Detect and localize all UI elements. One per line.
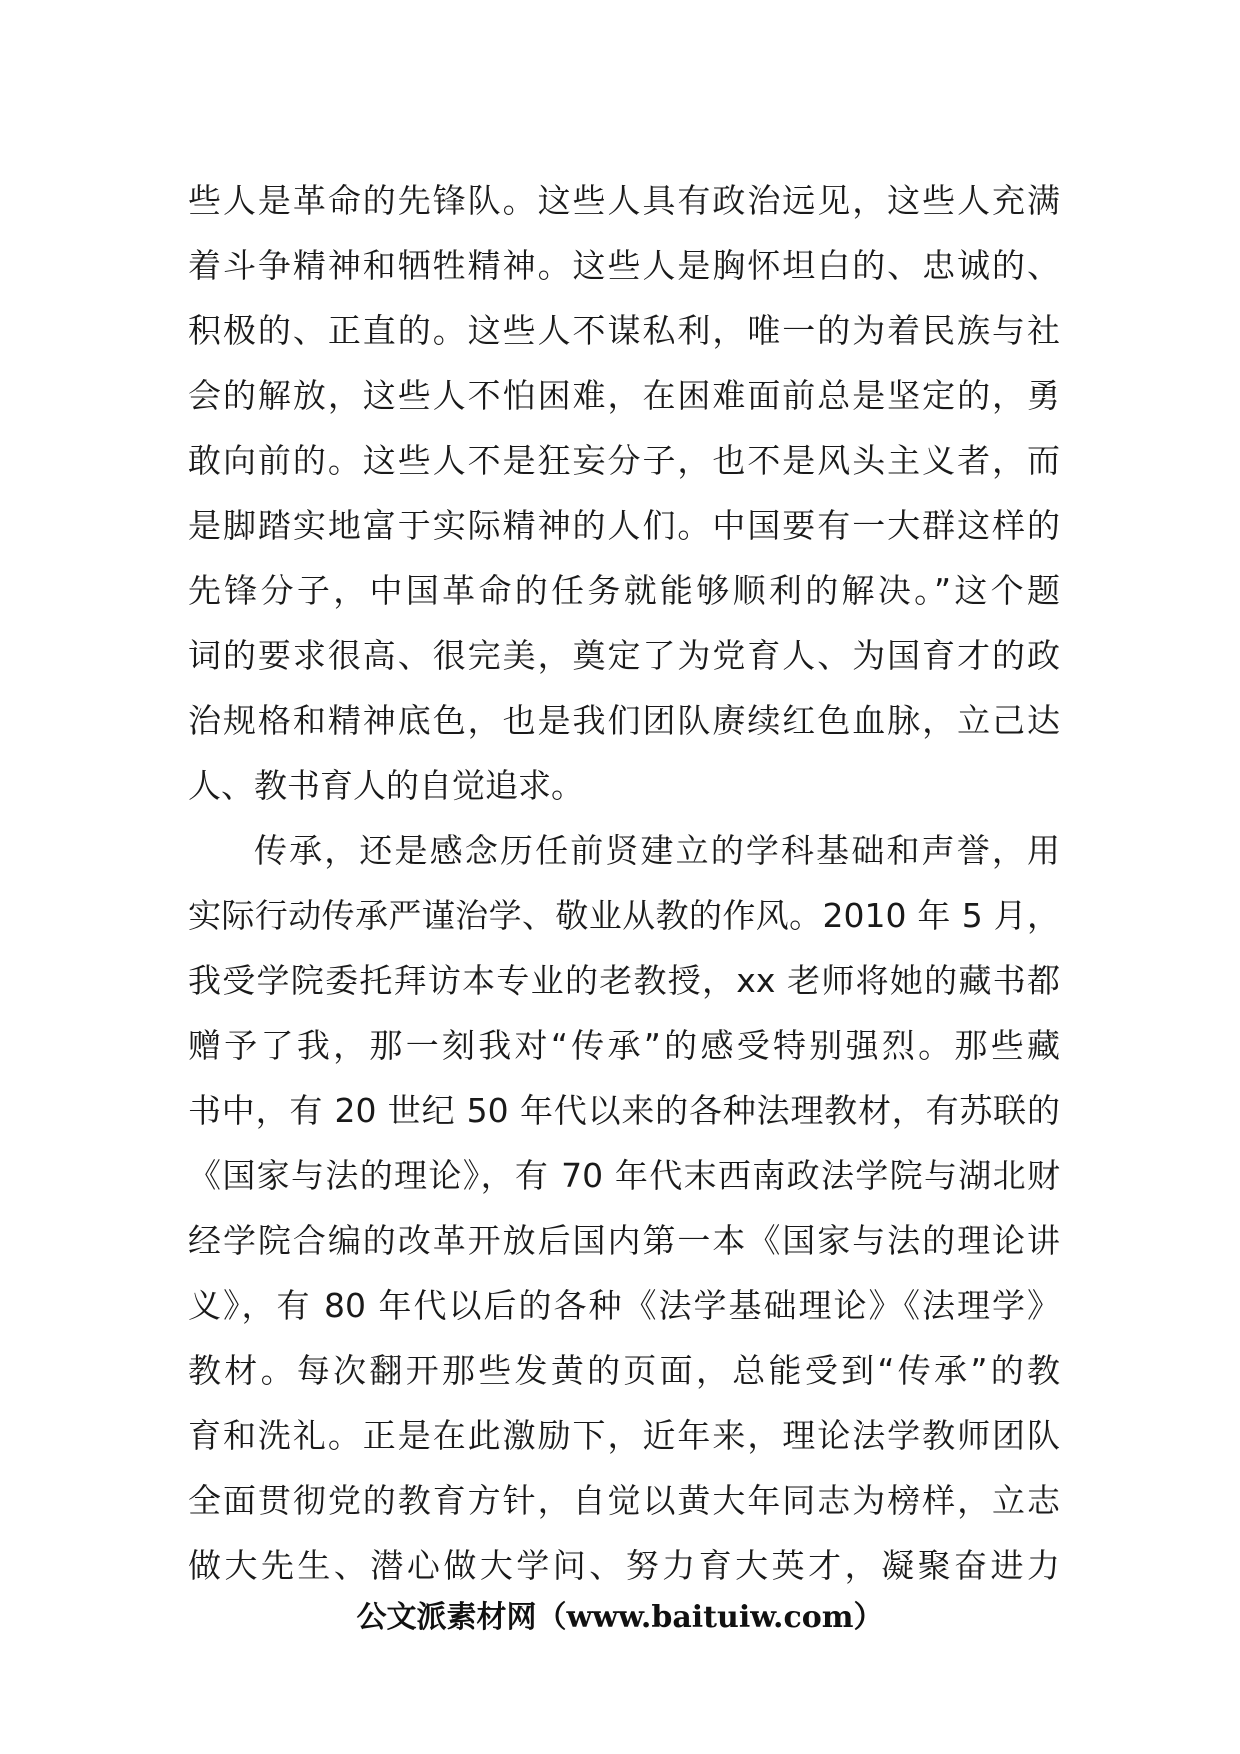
text-line-13: 我受学院委托拜访本专业的老教授，xx 老师将她的藏书都	[188, 961, 1060, 1000]
text-line-5: 敢向前的。这些人不是狂妄分子，也不是风头主义者，而	[188, 441, 1060, 480]
text-line-3: 积极的、正直的。这些人不谋私利，唯一的为着民族与社	[188, 311, 1060, 350]
text-line-16: 《国家与法的理论》，有 70 年代末西南政法学院与湖北财	[188, 1156, 1060, 1195]
text-line-19: 教材。每次翻开那些发黄的页面，总能受到“传承”的教	[188, 1351, 1060, 1390]
text-line-20: 育和洗礼。正是在此激励下，近年来，理论法学教师团队	[188, 1416, 1060, 1455]
text-line-14: 赠予了我，那一刻我对“传承”的感受特别强烈。那些藏	[188, 1026, 1060, 1065]
text-line-18: 义》，有 80 年代以后的各种《法学基础理论》《法理学》	[188, 1286, 1060, 1325]
text-line-15: 书中，有 20 世纪 50 年代以来的各种法理教材，有苏联的	[188, 1091, 1060, 1130]
footer-watermark: 公文派素材网（www.baituiw.com）	[356, 1600, 884, 1635]
text-line-2: 着斗争精神和牺牲精神。这些人是胸怀坦白的、忠诚的、	[188, 246, 1060, 285]
text-line-10: 人、教书育人的自觉追求。	[188, 766, 584, 805]
text-line-4: 会的解放，这些人不怕困难，在困难面前总是坚定的，勇	[188, 376, 1060, 415]
text-line-1: 些人是革命的先锋队。这些人具有政治远见，这些人充满	[188, 181, 1060, 220]
text-line-21: 全面贯彻党的教育方针，自觉以黄大年同志为榜样，立志	[188, 1481, 1060, 1520]
text-line-8: 词的要求很高、很完美，奠定了为党育人、为国育才的政	[188, 636, 1060, 675]
document-body	[188, 168, 1060, 1598]
text-line-11: 传承，还是感念历任前贤建立的学科基础和声誉，用	[254, 831, 1060, 870]
text-line-6: 是脚踏实地富于实际精神的人们。中国要有一大群这样的	[188, 506, 1060, 545]
text-line-17: 经学院合编的改革开放后国内第一本《国家与法的理论讲	[188, 1221, 1060, 1260]
text-line-22: 做大先生、潜心做大学问、努力育大英才，凝聚奋进力	[188, 1546, 1060, 1585]
text-line-12: 实际行动传承严谨治学、敬业从教的作风。2010 年 5 月，	[188, 896, 1060, 935]
text-line-7: 先锋分子，中国革命的任务就能够顺利的解决。”这个题	[188, 571, 1060, 610]
text-line-9: 治规格和精神底色，也是我们团队赓续红色血脉，立己达	[188, 701, 1060, 740]
